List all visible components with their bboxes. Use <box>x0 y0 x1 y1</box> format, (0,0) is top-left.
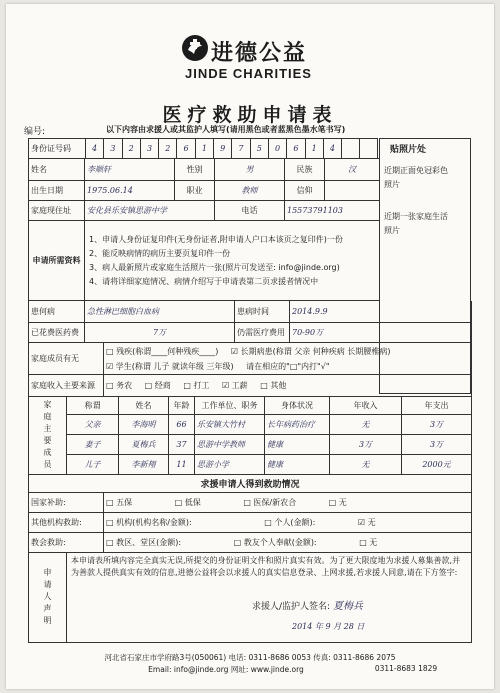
form-title: 医疗救助申请表 <box>162 104 338 126</box>
member-name[interactable]: 李新翔 <box>119 455 169 475</box>
farming-checkbox[interactable]: □ 务农 <box>106 381 133 390</box>
declaration-table <box>28 552 472 643</box>
national-aid-row <box>29 493 472 513</box>
church-aid-label: 教会救助: <box>29 533 104 553</box>
birth-field[interactable]: 1975.06.14 <box>85 181 175 201</box>
faith-field[interactable] <box>325 181 380 201</box>
member-age[interactable]: 37 <box>169 435 195 455</box>
materials-item: 2、能反映病情的病历主要页复印件一份 <box>89 248 231 258</box>
id-digit[interactable]: 2 <box>122 139 140 159</box>
no-national-aid-checkbox[interactable]: □ 无 <box>328 498 347 507</box>
id-digit[interactable]: 4 <box>85 139 103 159</box>
aid-section-title: 求援申请人得到救助情况 <box>29 475 472 493</box>
footer-email[interactable]: Email: info@jinde.org 网址: www.jinde.org <box>148 665 304 674</box>
individual-aid-checkbox[interactable]: □ 个人(金额): <box>264 518 316 527</box>
declaration-text: 本申请表所填内容完全真实无误,所提交的身份证明文件和照片真实有效。为了更大限度地为求援人募集善款,并为善款人提供真实有效的信息,进德公益将会以求援人的真实信息登录、上网求援,若求援人同意,请在下方签字: <box>71 556 461 577</box>
signature-line <box>252 601 363 613</box>
member-income[interactable]: 3万 <box>330 435 402 455</box>
member-work[interactable]: 乐安镇大竹村 <box>195 415 265 435</box>
illness-table <box>28 300 472 343</box>
family-members-table <box>28 396 472 475</box>
salary-checkbox[interactable]: ☑ 工薪 <box>221 381 248 390</box>
low-income-checkbox[interactable]: □ 低保 <box>174 498 201 507</box>
name-label: 姓名 <box>29 159 85 181</box>
id-label: 身份证号码 <box>29 139 86 159</box>
other-aid-row <box>29 513 472 533</box>
gender-label: 性别 <box>175 159 215 181</box>
no-other-aid-checkbox[interactable]: ☑ 无 <box>357 518 376 527</box>
photo-note: 近期一张家庭生活 <box>384 212 448 221</box>
id-digit[interactable]: 7 <box>232 139 250 159</box>
footer-address: 河北省石家庄市学府路3号(050061) 电话: 0311-8686 0053 传真: 0311-8686 2075 <box>104 653 396 662</box>
address-field[interactable]: 安化县乐安镇思游中学 <box>85 201 215 221</box>
family-members-row <box>29 343 472 375</box>
migrant-work-checkbox[interactable]: □ 打工 <box>183 381 210 390</box>
column-header: 称谓 <box>67 397 119 415</box>
org-name-cn: 进德公益 <box>211 41 308 66</box>
column-header: 工作单位、职务 <box>195 397 265 415</box>
national-aid-label: 国家补助: <box>29 493 104 513</box>
phone-field[interactable]: 15573791103 <box>285 201 380 221</box>
declaration-row <box>29 553 472 643</box>
id-digit[interactable]: 9 <box>214 139 232 159</box>
member-work[interactable]: 思游小学 <box>195 455 265 475</box>
id-digit-redacted[interactable] <box>360 139 377 159</box>
member-health[interactable]: 长年病药治疗 <box>265 415 330 435</box>
illness-row <box>29 301 472 323</box>
future-cost-label: 仍需医疗费用 <box>235 323 290 343</box>
materials-label: 申请所需资料 <box>29 221 85 301</box>
column-header: 年支出 <box>402 397 472 415</box>
id-digit[interactable]: 1 <box>195 139 213 159</box>
checkbox-instruction: 请在相应的"□"内打"√" <box>246 361 330 371</box>
member-relation[interactable]: 妻子 <box>67 435 119 455</box>
medical-insurance-checkbox[interactable]: □ 医保/新农合 <box>243 498 297 507</box>
id-digit[interactable]: 3 <box>140 139 158 159</box>
table-row <box>29 415 472 435</box>
column-header: 姓名 <box>119 397 169 415</box>
church-aid-row <box>29 533 472 553</box>
five-guarantee-checkbox[interactable]: □ 五保 <box>106 498 133 507</box>
form-subtitle: 以下内容由求援人或其监护人填写(请用黑色或者蓝黑色墨水笔书写) <box>106 125 346 134</box>
address-row <box>29 201 380 221</box>
members-side-label: 家庭主要成员 <box>29 397 67 475</box>
member-expense[interactable]: 3万 <box>402 415 472 435</box>
photo-note: 照片 <box>384 180 400 189</box>
faith-label: 信仰 <box>285 181 325 201</box>
other-aid-options <box>104 513 472 533</box>
table-row <box>29 455 472 475</box>
income-source-options <box>104 375 472 397</box>
id-digit[interactable]: 3 <box>104 139 122 159</box>
future-cost-field[interactable]: 70-90万 <box>290 323 380 343</box>
spent-label: 已花费医药费 <box>29 323 85 343</box>
materials-list <box>85 221 380 301</box>
income-source-label: 家庭收入主要来源 <box>29 375 104 397</box>
id-digit[interactable]: 2 <box>159 139 177 159</box>
materials-item: 4、请将详细家庭情况、病情介绍写于申请表第二页求援者情况中 <box>89 276 319 286</box>
id-digit[interactable]: 0 <box>268 139 286 159</box>
name-row <box>29 159 380 181</box>
other-aid-label: 其他机构救助: <box>29 513 104 533</box>
church-aid-options <box>104 533 472 553</box>
form-code-label: 编号: <box>24 127 46 137</box>
id-digit[interactable]: 6 <box>177 139 195 159</box>
column-header: 年收入 <box>330 397 402 415</box>
id-digit-redacted[interactable] <box>342 139 360 159</box>
member-age[interactable]: 11 <box>169 455 195 475</box>
photo-note: 近期正面免冠彩色 <box>384 166 448 175</box>
no-church-aid-checkbox[interactable]: □ 无 <box>359 538 378 547</box>
members-header-row <box>29 397 472 415</box>
birth-label: 出生日期 <box>29 181 85 201</box>
member-health[interactable]: 健康 <box>265 455 330 475</box>
job-field[interactable]: 教师 <box>215 181 285 201</box>
birth-row <box>29 181 380 201</box>
illness-label: 患何病 <box>29 301 85 323</box>
spent-field[interactable]: 7万 <box>85 323 235 343</box>
jinde-dove-icon <box>181 34 209 62</box>
member-age[interactable]: 66 <box>169 415 195 435</box>
illness-field[interactable]: 急性淋巴细胞白血病 <box>85 301 235 323</box>
column-header: 身体状况 <box>265 397 330 415</box>
parish-aid-checkbox[interactable]: □ 教区、堂区(金额): <box>106 538 182 547</box>
column-header: 年龄 <box>169 397 195 415</box>
aid-table <box>28 474 472 553</box>
phone-label: 电话 <box>215 201 285 221</box>
other-checkbox[interactable]: □ 其他 <box>260 381 287 390</box>
materials-row <box>29 221 380 301</box>
ethnic-field[interactable]: 汉 <box>325 159 380 181</box>
id-digit[interactable]: 5 <box>250 139 268 159</box>
member-income[interactable]: 无 <box>330 415 402 435</box>
materials-item: 1、申请人身份证复印件(无身份证者,附申请人户口本该页之复印件)一份 <box>89 234 343 244</box>
org-name-en: JINDE CHARITIES <box>185 66 312 81</box>
job-label: 职业 <box>175 181 215 201</box>
signature-date[interactable]: 2014 年 9 月 28 日 <box>292 622 365 631</box>
member-work[interactable]: 思游中学教师 <box>195 435 265 455</box>
institution-aid-checkbox[interactable]: □ 机构(机构名称/金额): <box>106 518 192 527</box>
address-label: 家庭现住址 <box>29 201 85 221</box>
aid-title-row <box>29 475 472 493</box>
materials-item: 3、病人最新照片或家庭生活照片一张(照片可发送至: info@jinde.org) <box>89 262 340 272</box>
application-form-page <box>6 4 494 689</box>
family-members-options <box>104 343 472 375</box>
chronic-illness-checkbox[interactable]: ☑ 长期病患(称谓 父亲 何种疾病 长期腰椎病) <box>230 346 391 356</box>
declaration-cell <box>67 553 472 643</box>
id-digit[interactable]: 1 <box>305 139 323 159</box>
business-checkbox[interactable]: □ 经商 <box>144 381 171 390</box>
name-field[interactable]: 李顺轩 <box>85 159 175 181</box>
footer-fax: 0311-8683 1829 <box>374 664 438 673</box>
member-expense[interactable]: 2000元 <box>402 455 472 475</box>
disability-checkbox[interactable]: □ 残疾(称谓____何种残疾____) <box>106 346 219 356</box>
member-health[interactable]: 健康 <box>265 435 330 455</box>
photo-box-title: 贴照片处 <box>390 145 427 155</box>
member-name[interactable]: 李海明 <box>119 415 169 435</box>
national-aid-options <box>104 493 472 513</box>
member-expense[interactable]: 3万 <box>402 435 472 455</box>
student-checkbox[interactable]: ☑ 学生(称谓 儿子 就读年级 三年级) <box>106 361 234 371</box>
gender-field[interactable]: 男 <box>215 159 285 181</box>
declaration-side-label: 申请人声明 <box>29 553 67 643</box>
member-relation[interactable]: 儿子 <box>67 455 119 475</box>
table-row <box>29 435 472 455</box>
signature-field[interactable]: 夏梅兵 <box>332 601 363 612</box>
ethnic-label: 民族 <box>285 159 325 181</box>
id-digit[interactable]: 6 <box>287 139 305 159</box>
income-source-row <box>29 375 472 397</box>
member-relation[interactable]: 父亲 <box>67 415 119 435</box>
cost-row <box>29 323 472 343</box>
parishioner-aid-checkbox[interactable]: □ 教友个人奉献(金额): <box>233 538 317 547</box>
family-status-table <box>28 342 472 397</box>
signature-label: 求援人/监护人签名: <box>252 602 331 612</box>
illness-time-label: 患病时间 <box>235 301 290 323</box>
id-digit[interactable]: 4 <box>323 139 341 159</box>
jinde-logo <box>181 34 341 84</box>
member-income[interactable]: 无 <box>330 455 402 475</box>
illness-time-field[interactable]: 2014.9.9 <box>290 301 380 323</box>
family-members-label: 家庭成员有无 <box>29 343 104 375</box>
member-name[interactable]: 夏梅兵 <box>119 435 169 455</box>
personal-info-table <box>28 158 380 301</box>
photo-note: 照片 <box>384 226 400 235</box>
